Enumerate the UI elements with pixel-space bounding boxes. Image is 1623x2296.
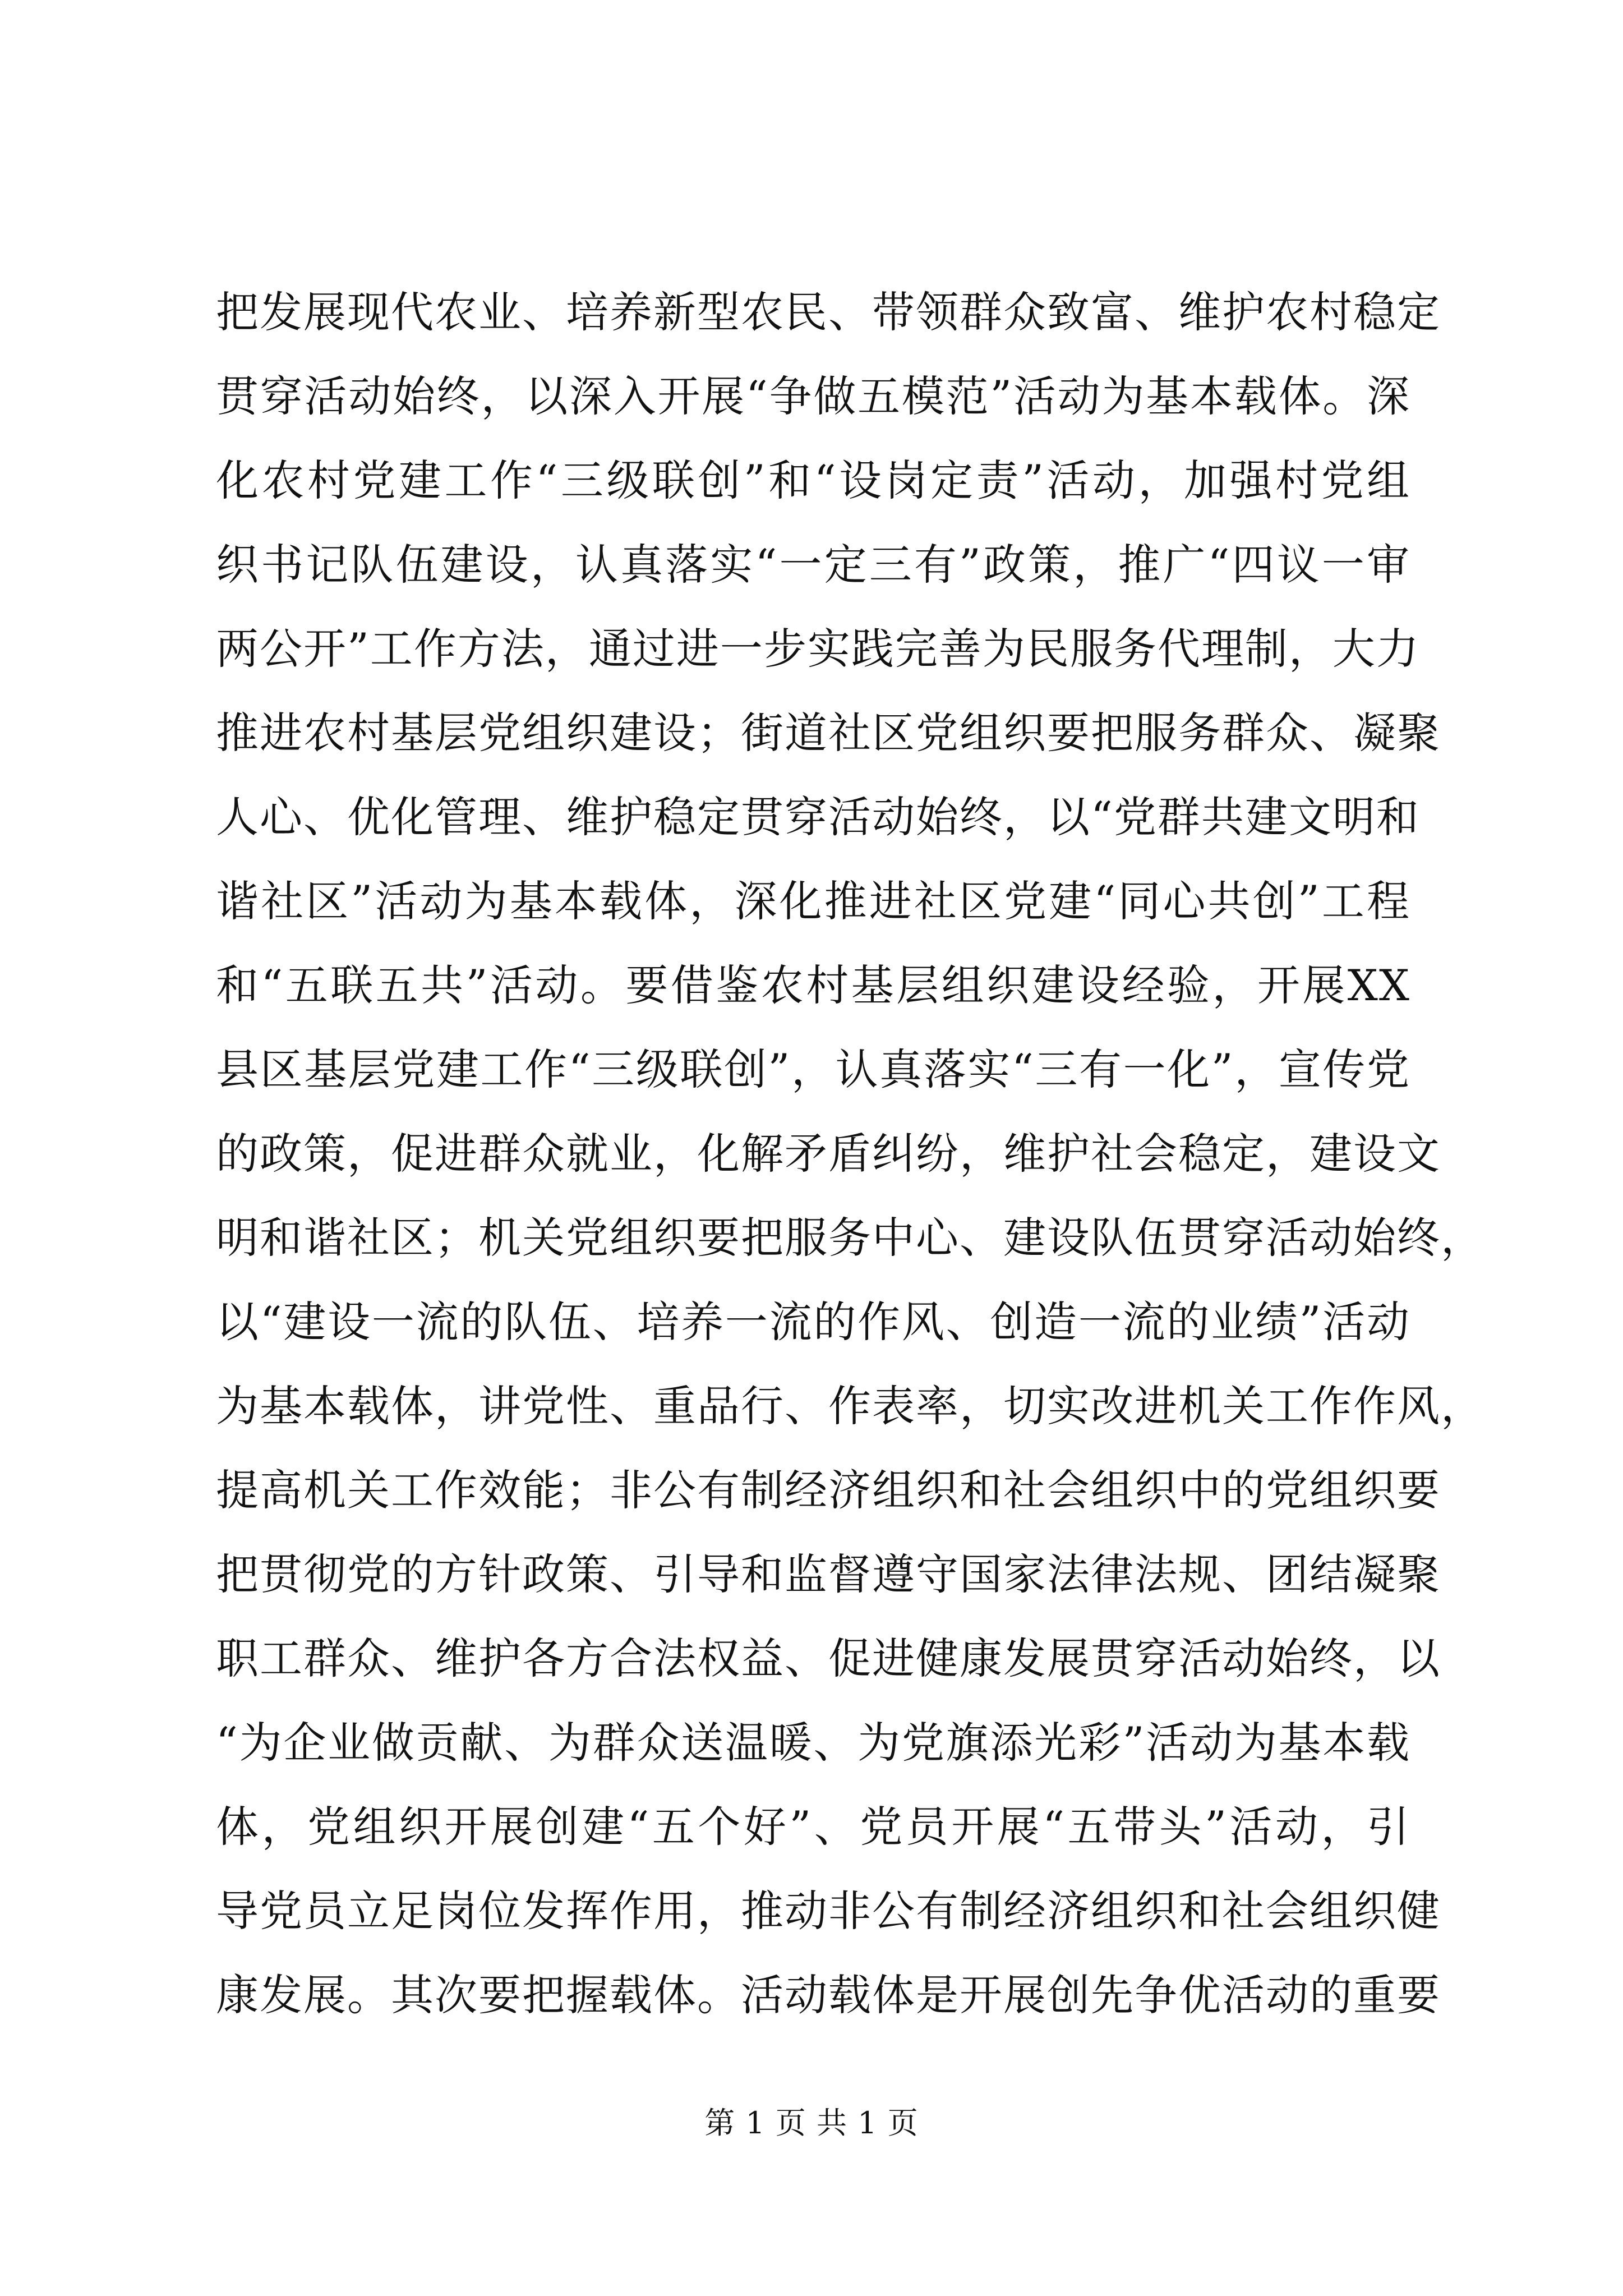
text-line: 把贯彻党的方针政策、引导和监督遵守国家法律法规、团结凝聚 xyxy=(216,1549,1441,1599)
text-line: 谐社区”活动为基本载体，深化推进社区党建“同心共创”工程 xyxy=(216,876,1410,926)
text-line: 的政策，促进群众就业，化解矛盾纠纷，维护社会稳定，建设文 xyxy=(216,1129,1441,1179)
text-line: 把发展现代农业、培养新型农民、带领群众致富、维护农村稳定 xyxy=(216,287,1441,337)
text-line: 提高机关工作效能；非公有制经济组织和社会组织中的党组织要 xyxy=(216,1465,1441,1515)
text-line: 职工群众、维护各方合法权益、促进健康发展贯穿活动始终，以 xyxy=(216,1634,1441,1683)
text-line: 为基本载体，讲党性、重品行、作表率，切实改进机关工作作风， xyxy=(216,1381,1484,1431)
text-line: 以“建设一流的队伍、培养一流的作风、创造一流的业绩”活动 xyxy=(216,1297,1410,1347)
text-line: 和“五联五共”活动。要借鉴农村基层组织建设经验，开展XX xyxy=(216,960,1410,1010)
body-text xyxy=(216,270,1484,2037)
text-line: “为企业做贡献、为群众送温暖、为党旗添光彩”活动为基本载 xyxy=(216,1718,1410,1768)
text-line: 人心、优化管理、维护稳定贯穿活动始终，以“党群共建文明和 xyxy=(216,792,1420,842)
text-line: 推进农村基层党组织建设；街道社区党组织要把服务群众、凝聚 xyxy=(216,708,1441,758)
text-line: 体，党组织开展创建“五个好”、党员开展“五带头”活动，引 xyxy=(216,1802,1410,1852)
text-line: 化农村党建工作“三级联创”和“设岗定责”活动，加强村党组 xyxy=(216,455,1410,505)
page-footer: 第 1 页 共 1 页 xyxy=(704,2105,919,2141)
text-line: 两公开”工作方法，通过进一步实践完善为民服务代理制，大力 xyxy=(216,624,1420,674)
text-line: 织书记队伍建设，认真落实“一定三有”政策，推广“四议一审 xyxy=(216,540,1410,590)
text-line: 康发展。其次要把握载体。活动载体是开展创先争优活动的重要 xyxy=(216,1970,1441,2020)
text-line: 贯穿活动始终，以深入开展“争做五模范”活动为基本载体。深 xyxy=(216,371,1410,421)
text-line: 导党员立足岗位发挥作用，推动非公有制经济组织和社会组织健 xyxy=(216,1886,1441,1936)
text-line: 明和谐社区；机关党组织要把服务中心、建设队伍贯穿活动始终， xyxy=(216,1213,1484,1263)
text-line: 县区基层党建工作“三级联创”，认真落实“三有一化”，宣传党 xyxy=(216,1045,1410,1094)
